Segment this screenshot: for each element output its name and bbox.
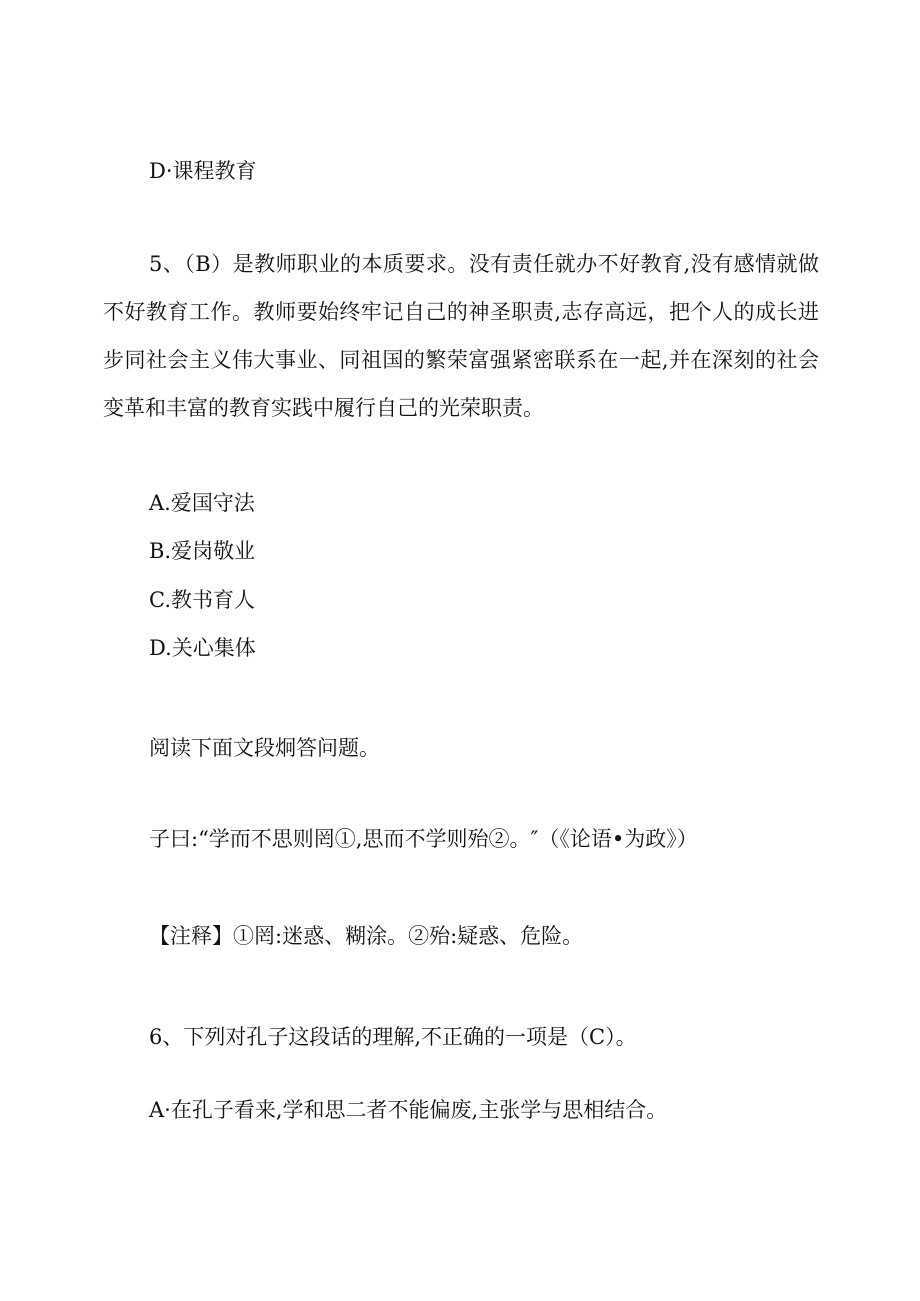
q5-option-b: B.爱岗敬业 <box>149 539 256 563</box>
q5-stem-text: 5、（B）是教师职业的本质要求。没有责任就办不好教育,没有感情就做不好教育工作。教师要始终牢记自己的神圣职责,志存高远，把个人的成长进步同社会主义伟大事业、同祖国的繁荣富强紧密联系在一起,并在深刻的社会变革和丰富的教育实践中履行自己的光荣职责。 <box>103 252 819 420</box>
reading-note: 【注释】①罔:迷惑、糊涂。②殆:疑惑、危险。 <box>149 924 584 948</box>
q5-option-c: C.教书育人 <box>149 588 255 612</box>
q5-option-d: D.关心集体 <box>149 636 256 660</box>
q6-stem: 6、下列对孔子这段话的理解,不正确的一项是（C）。 <box>149 1025 637 1049</box>
reading-quote: 子曰:“学而不思则罔①,思而不学则殆②。″（《论语•为政》） <box>149 827 698 851</box>
reading-instruction: 阅读下面文段炯答问题。 <box>149 736 380 760</box>
q5-stem <box>103 240 819 432</box>
q4-option-d: D·课程教育 <box>149 159 257 183</box>
q5-option-a: A.爱国守法 <box>149 491 255 515</box>
q6-option-a: A·在孔子看来,学和思二者不能偏废,主张学与思相结合。 <box>149 1098 668 1122</box>
